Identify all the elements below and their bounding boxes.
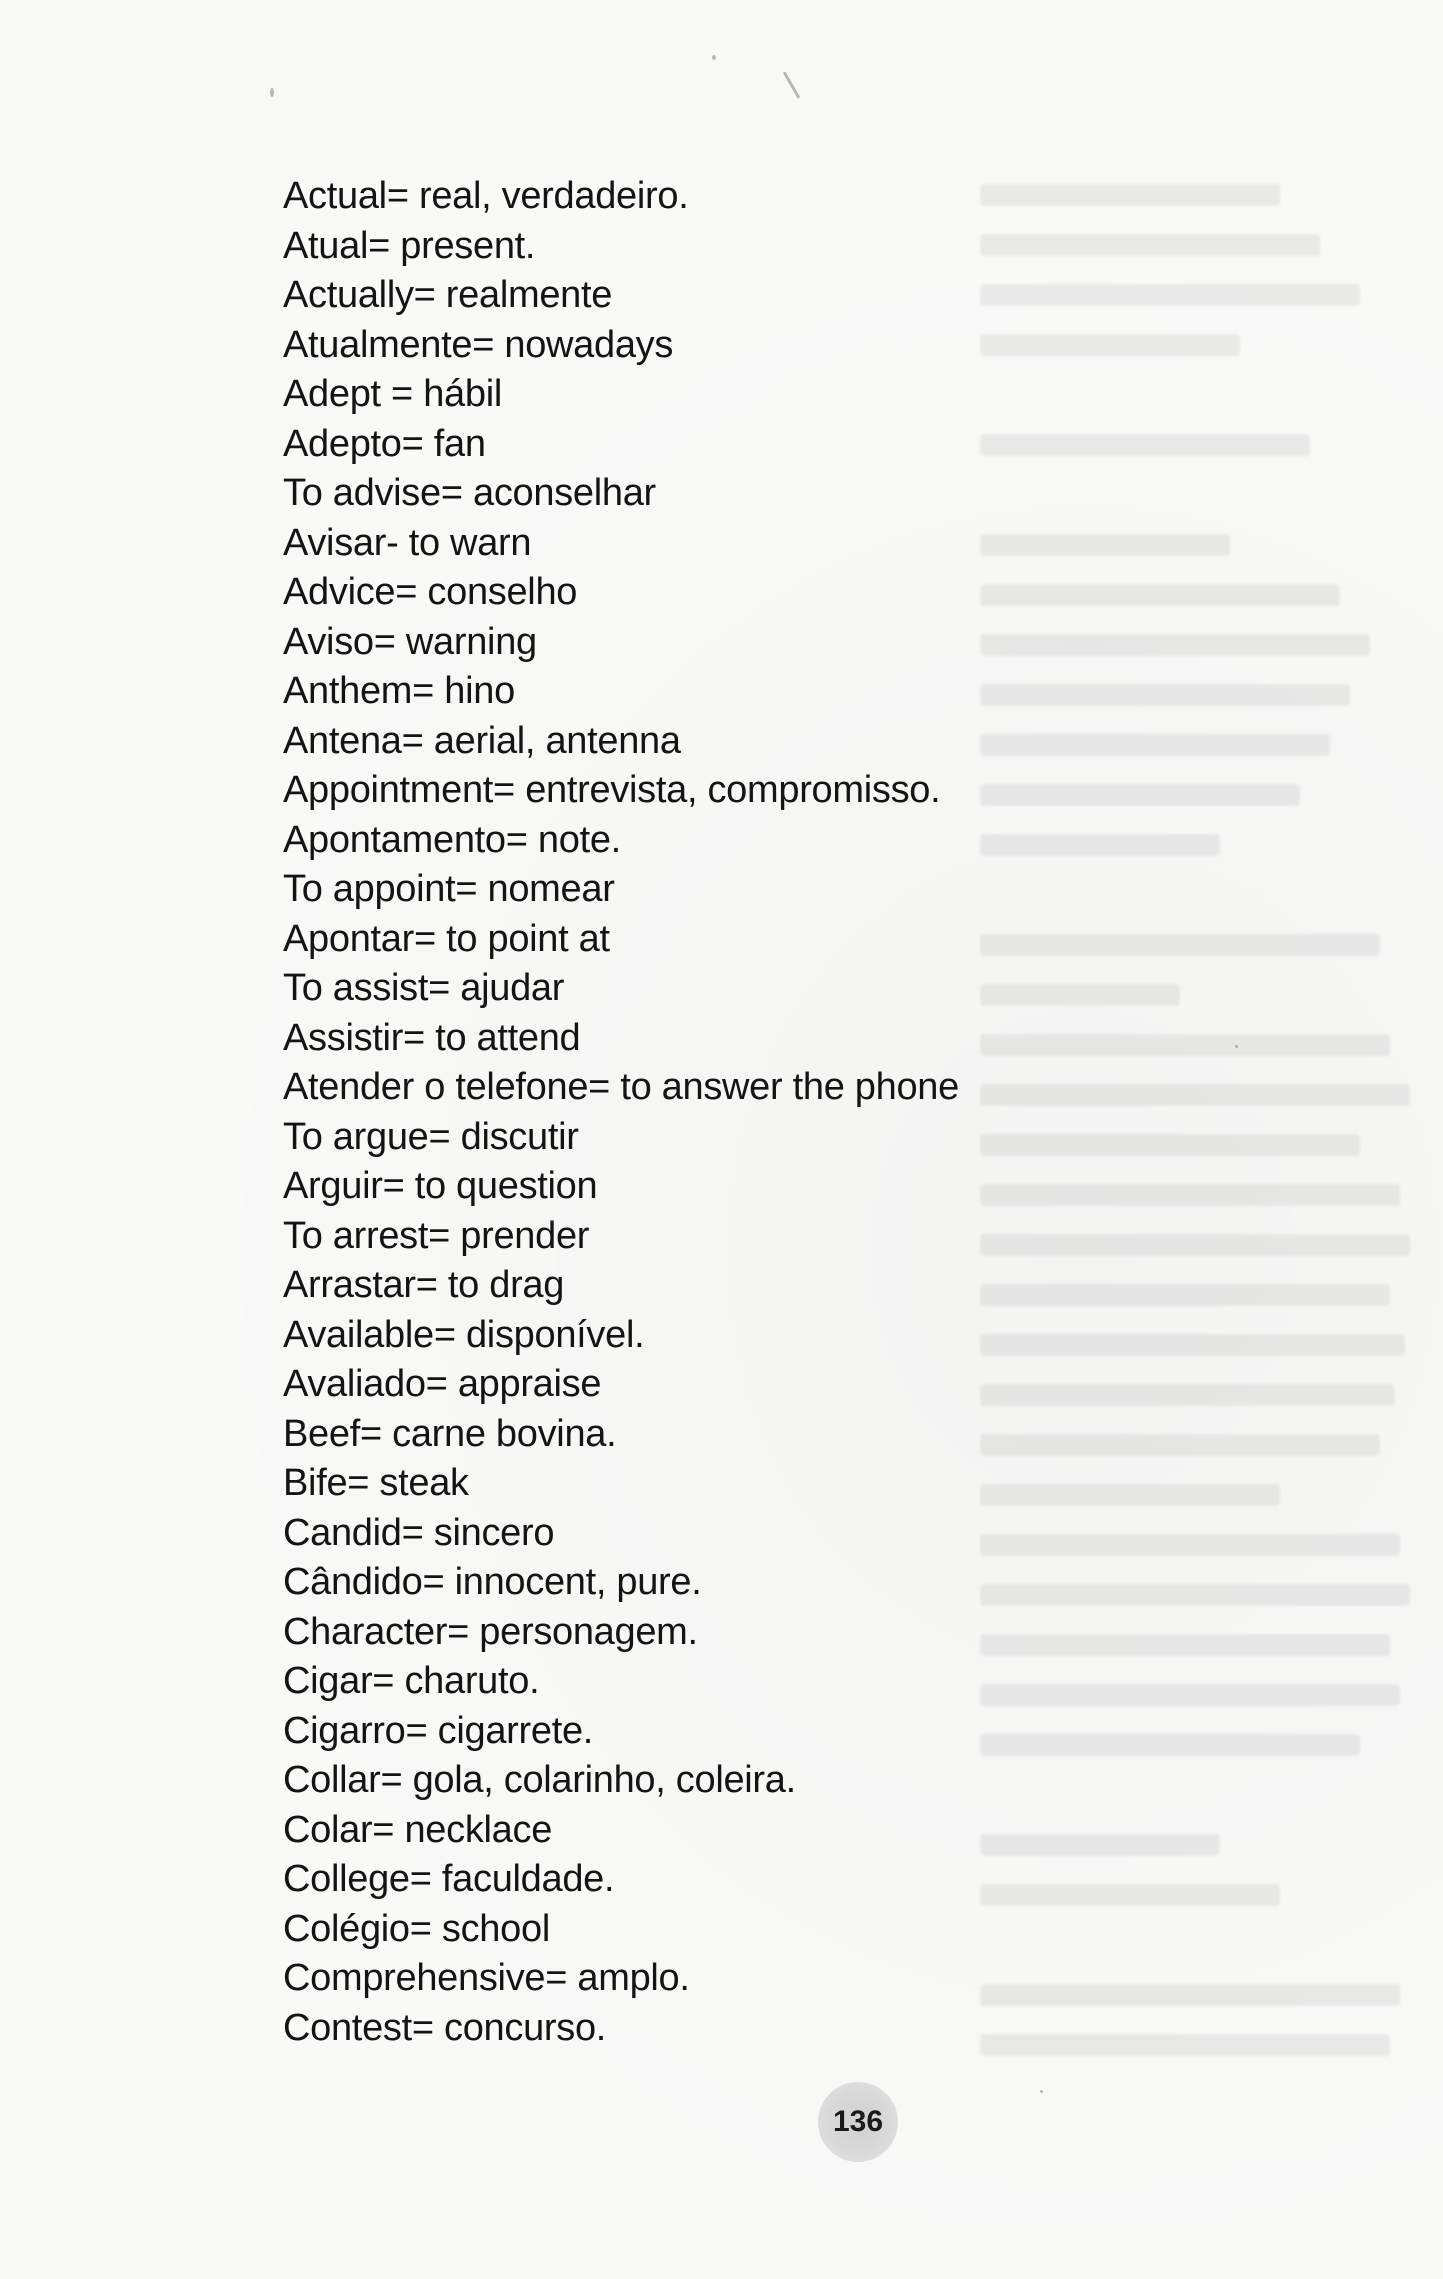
vocab-entry: College= faculdade. [283,1858,615,1900]
vocab-entry: To arrest= prender [283,1214,590,1257]
vocab-entry: Colégio= school [283,1907,550,1950]
vocab-entry: Adept = hábil [283,373,502,415]
paper-speck [712,55,716,60]
page-number: 136 [818,2082,898,2162]
vocab-entry: Anthem= hino [283,670,515,712]
vocab-entry: To appoint= nomear [283,868,615,910]
paper-speck [270,88,274,97]
vocab-entry: Actually= realmente [283,274,613,316]
show-through-text [980,170,1440,2070]
paper-speck [1235,1045,1238,1048]
vocab-entry: Avisar- to warn [283,521,532,564]
vocab-entry: Cigarro= cigarrete. [283,1709,594,1752]
vocab-entry: Cândido= innocent, pure. [283,1561,702,1603]
vocab-entry: Atual= present. [283,224,536,267]
false-cognates-list [283,172,959,2053]
vocab-entry: Beef= carne bovina. [283,1412,617,1455]
vocab-entry: Bife= steak [283,1462,469,1504]
vocab-entry: Advice= conselho [283,571,578,613]
vocab-entry: Avaliado= appraise [283,1363,602,1405]
vocab-entry: Actual= real, verdadeiro. [283,175,689,217]
vocab-entry: Character= personagem. [283,1610,698,1653]
vocab-entry: Assistir= to attend [283,1016,581,1059]
vocab-entry: To advise= aconselhar [283,472,656,514]
vocab-entry: Contest= concurso. [283,2006,607,2049]
vocab-entry: Appointment= entrevista, compromisso. [283,769,941,811]
paper-speck [1040,2090,1043,2093]
vocab-entry: To argue= discutir [283,1115,579,1158]
vocab-entry: Apontamento= note. [283,818,621,861]
vocab-entry: To assist= ajudar [283,967,565,1009]
vocab-entry: Atender o telefone= to answer the phone [283,1066,959,1108]
vocab-entry: Available= disponível. [283,1313,645,1356]
paper-speck [783,71,801,98]
vocab-entry: Cigar= charuto. [283,1660,540,1702]
vocab-entry: Antena= aerial, antenna [283,719,681,762]
vocab-entry: Collar= gola, colarinho, coleira. [283,1759,796,1801]
vocab-entry: Colar= necklace [283,1808,553,1851]
vocab-entry: Atualmente= nowadays [283,323,674,366]
vocab-entry: Adepto= fan [283,422,486,465]
vocab-entry: Arrastar= to drag [283,1264,565,1306]
vocab-entry: Arguir= to question [283,1165,598,1207]
vocab-entry: Apontar= to point at [283,917,610,960]
vocab-entry: Comprehensive= amplo. [283,1957,690,1999]
vocab-entry: Aviso= warning [283,620,537,663]
vocab-entry: Candid= sincero [283,1511,555,1554]
